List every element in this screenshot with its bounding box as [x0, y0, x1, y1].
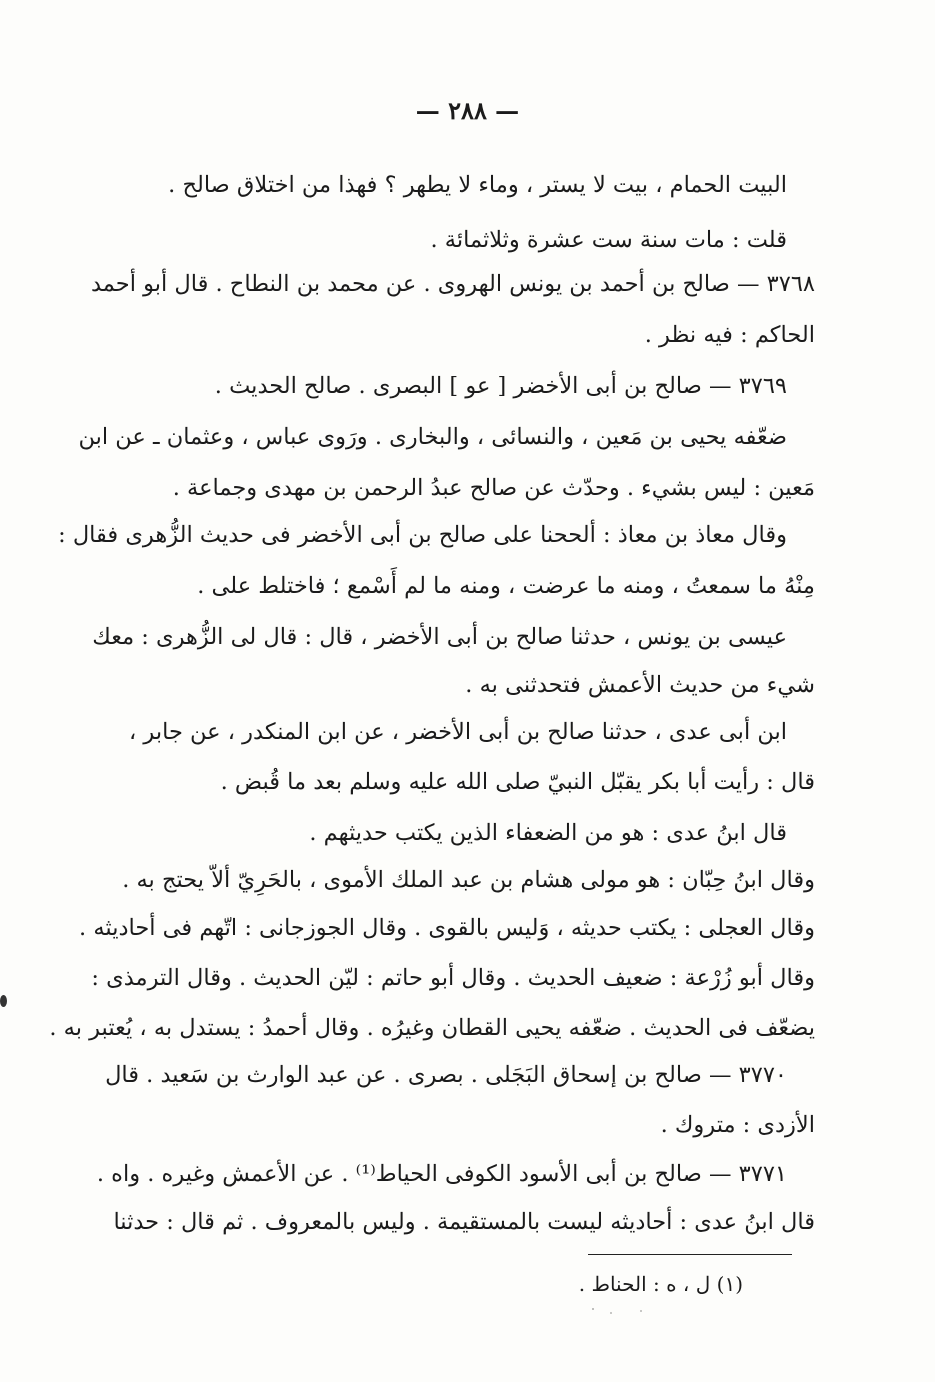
- page-number: — ٢٨٨ —: [415, 96, 520, 125]
- text-line: وقال معاذ بن معاذ : ألححنا على صالح بن أبى الأخضر فى حديث الزُّهرى فقال :: [58, 522, 787, 548]
- text-line: وقال ابنُ حِبّان : هو مولى هشام بن عبد الملك الأموى ، بالحَرِيّ ألاّ يحتج به .: [122, 867, 815, 893]
- scan-speck: [0, 995, 7, 1007]
- text-line: قلت : مات سنة ست عشرة وثلاثمائة .: [430, 227, 787, 253]
- text-line: ابن أبى عدى ، حدثنا صالح بن أبى الأخضر ، عن ابن المنكدر ، عن جابر ،: [129, 719, 787, 745]
- text-line: وقال أبو زُرْعة : ضعيف الحديث . وقال أبو حاتم : ليّن الحديث . وقال الترمذى :: [91, 965, 815, 991]
- text-line: ضعّفه يحيى بن مَعين ، والنسائى ، والبخارى . ورَوى عباس ، وعثمان ـ عن ابن: [78, 424, 787, 450]
- text-line: الأزدى : متروك .: [660, 1112, 815, 1138]
- footnote-divider: [588, 1254, 792, 1255]
- footnote: (١) ل ، ه : الحناط .: [578, 1272, 743, 1296]
- text-line: ٣٧٦٨ — صالح بن أحمد بن يونس الهروى . عن محمد بن النطاح . قال أبو أحمد: [90, 271, 815, 297]
- text-line: قال ابنُ عدى : هو من الضعفاء الذين يكتب حديثهم .: [309, 820, 787, 846]
- text-line: قال ابنُ عدى : أحاديثه ليست بالمستقيمة . وليس بالمعروف . ثم قال : حدثنا: [113, 1209, 815, 1235]
- text-line: ٣٧٧٠ — صالح بن إسحاق البَجَلى . بصرى . عن عبد الوارث بن سَعيد . قال: [105, 1062, 787, 1088]
- scan-speck: [610, 1312, 612, 1314]
- scan-speck: [640, 1310, 642, 1312]
- text-line: يضعّف فى الحديث . ضعّفه يحيى القطان وغيرُه . وقال أحمدُ : يستدل به ، يُعتبر به .: [49, 1015, 815, 1041]
- text-line: مَعين : ليس بشيء . وحدّث عن صالح عبدُ الرحمن بن مهدى وجماعة .: [172, 475, 815, 501]
- text-line: عيسى بن يونس ، حدثنا صالح بن أبى الأخضر ، قال : قال لى الزُّهرى : معك: [92, 624, 787, 650]
- text-line: البيت الحمام ، بيت لا يستر ، وماء لا يطهر ؟ فهذا من اختلاق صالح .: [168, 172, 787, 198]
- text-line: ٣٧٦٩ — صالح بن أبى الأخضر [ عو ] البصرى . صالح الحديث .: [214, 373, 787, 399]
- text-line: وقال العجلى : يكتب حديثه ، وَليس بالقوى . وقال الجوزجانى : اتّهم فى أحاديثه .: [79, 915, 815, 941]
- text-line: قال : رأيت أبا بكر يقبّل النبيّ صلى الله عليه وسلم بعد ما قُبض .: [220, 769, 815, 795]
- text-line: ٣٧٧١ — صالح بن أبى الأسود الكوفى الحياط⁽¹⁾ . عن الأعمش وغيره . واه .: [96, 1161, 787, 1187]
- text-line: شيء من حديث الأعمش فتحدثنى به .: [465, 672, 815, 698]
- scan-speck: [592, 1308, 594, 1310]
- text-line: مِنْهُ ما سمعتُ ، ومنه ما عرضت ، ومنه ما لم أَسْمع ؛ فاختلط على .: [197, 573, 815, 599]
- text-line: الحاكم : فيه نظر .: [644, 322, 815, 348]
